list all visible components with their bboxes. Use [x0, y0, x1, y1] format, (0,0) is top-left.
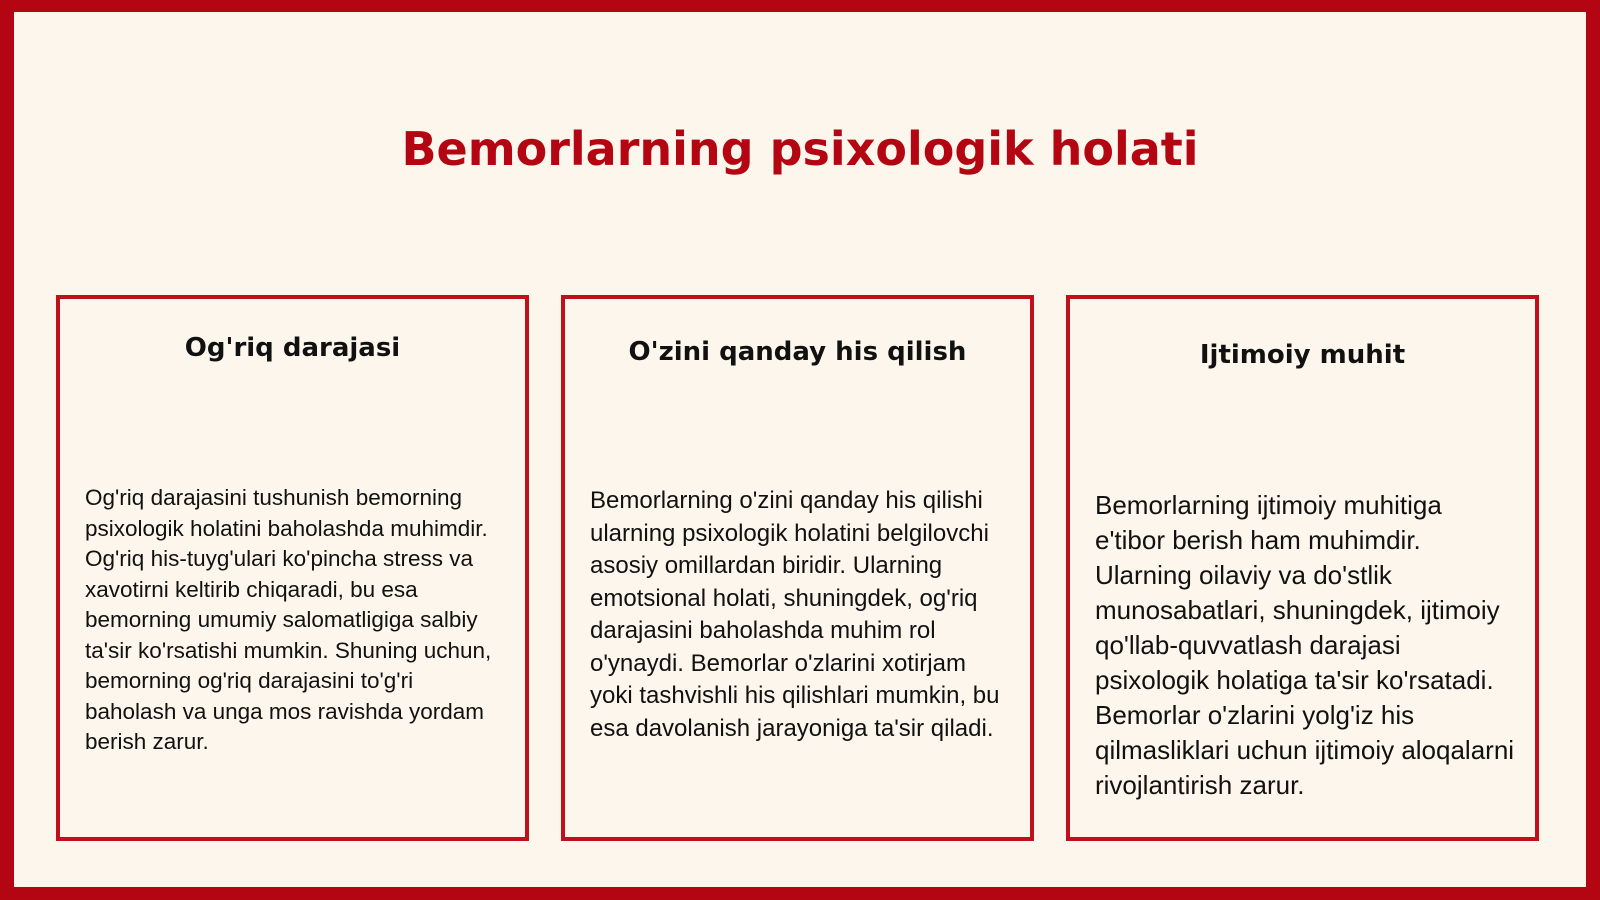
card-text-social-environment: Bemorlarning ijtimoiy muhitiga e'tibor berish ham muhimdir. Ularning oilaviy va do'stlik munosabatlari, shuningdek, ijtimoiy qo'llab-quvvatlash darajasi psixologik holatiga ta'sir ko'rsatadi. Bemorlar o'zlarini yolg'iz his qilmasliklari uchun ijtimoiy aloqalarni rivojlantirish zarur.: [1095, 490, 1515, 800]
card-social-environment: [1066, 295, 1539, 841]
card-text-pain-level: Og'riq darajasini tushunish bemorning psixologik holatini baholashda muhimdir. Og'riq his-tuyg'ulari ko'pincha stress va xavotirni keltirib chiqaradi, bu esa bemorning umumiy salomatligiga salbiy ta'sir ko'rsatishi mumkin. Shuning uchun, bemorning og'riq darajasini to'g'ri baholash va unga mos ravishda yordam berish zarur.: [85, 485, 492, 754]
card-text-self-feeling: Bemorlarning o'zini qanday his qilishi ularning psixologik holatini belgilovchi asosiy omillardan biridir. Ularning emotsional holati, shuningdek, og'riq darajasini baholashda muhim rol o'ynaydi. Bemorlar o'zlarini xotirjam yoki tashvishli his qilishlari mumkin, bu esa davolanish jarayoniga ta'sir qiladi.: [590, 487, 1000, 742]
card-heading-self-feeling: O'zini qanday his qilish: [628, 337, 967, 367]
card-self-feeling: [561, 295, 1034, 841]
card-heading-pain-level: Og'riq darajasi: [184, 333, 401, 363]
slide-title: Bemorlarning psixologik holati: [401, 122, 1199, 176]
card-pain-level: [56, 295, 529, 841]
card-heading-social-environment: Ijtimoiy muhit: [1199, 340, 1406, 370]
